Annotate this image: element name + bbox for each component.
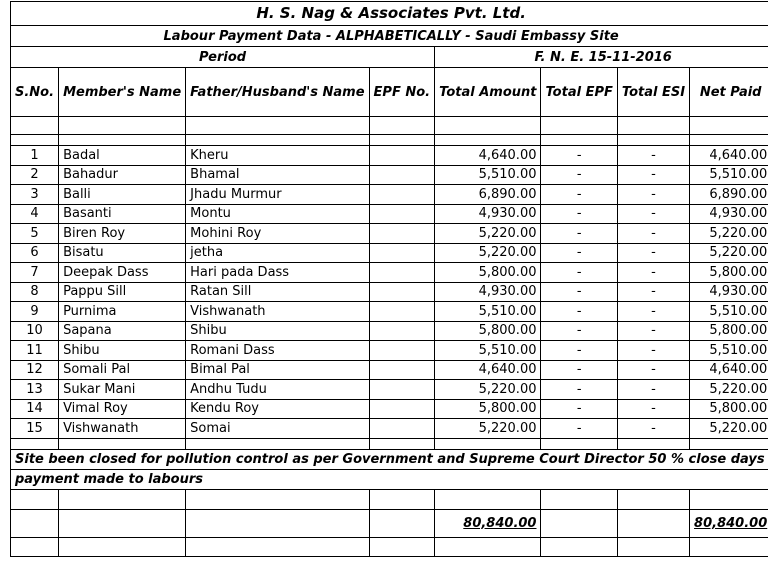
cell-member-name: Sapana: [59, 321, 186, 341]
cell-total-amount: 5,220.00: [435, 419, 541, 439]
cell-total-epf: -: [541, 380, 617, 400]
cell-epf-no: [369, 185, 435, 205]
cell-father-name: Hari pada Dass: [186, 263, 369, 283]
cell-total-amount: 5,510.00: [435, 341, 541, 361]
cell-net-paid: 5,220.00: [690, 243, 768, 263]
cell-total-epf: -: [541, 399, 617, 419]
cell-member-name: Basanti: [59, 204, 186, 224]
cell-father-name: Ratan Sill: [186, 282, 369, 302]
cell-epf-no: [369, 302, 435, 322]
cell-sno: 12: [11, 360, 59, 380]
table-row: [11, 380, 768, 400]
cell-total-amount: 5,220.00: [435, 243, 541, 263]
cell-net-paid: 5,220.00: [690, 419, 768, 439]
closure-note-line-1: Site been closed for pollution control as per Government and Supreme Court Director 50 % close days: [11, 449, 768, 469]
cell-total-amount: 5,800.00: [435, 321, 541, 341]
cell-member-name: Somali Pal: [59, 360, 186, 380]
cell-total-epf: -: [541, 263, 617, 283]
cell-father-name: Kheru: [186, 146, 369, 166]
table-row: [11, 146, 768, 166]
cell-total-amount: 4,640.00: [435, 360, 541, 380]
col-header-father: Father/Husband's Name: [186, 68, 369, 117]
cell-net-paid: 5,800.00: [690, 263, 768, 283]
cell-total-epf: -: [541, 360, 617, 380]
cell-net-paid: 5,800.00: [690, 321, 768, 341]
col-header-total-epf: Total EPF: [541, 68, 617, 117]
cell-total-epf: -: [541, 321, 617, 341]
cell-member-name: Shibu: [59, 341, 186, 361]
cell-epf-no: [369, 263, 435, 283]
table-row: [11, 165, 768, 185]
cell-total-amount: 5,800.00: [435, 263, 541, 283]
cell-sno: 5: [11, 224, 59, 244]
cell-total-epf: -: [541, 185, 617, 205]
cell-total-epf: -: [541, 146, 617, 166]
cell-net-paid: 5,220.00: [690, 224, 768, 244]
cell-total-epf: -: [541, 419, 617, 439]
cell-member-name: Balli: [59, 185, 186, 205]
spacer-row: [11, 135, 768, 146]
cell-epf-no: [369, 419, 435, 439]
cell-total-esi: -: [617, 419, 689, 439]
company-title: H. S. Nag & Associates Pvt. Ltd.: [11, 2, 768, 26]
cell-member-name: Bahadur: [59, 165, 186, 185]
cell-total-esi: -: [617, 146, 689, 166]
cell-net-paid: 4,640.00: [690, 360, 768, 380]
cell-member-name: Vishwanath: [59, 419, 186, 439]
cell-net-paid: 4,930.00: [690, 204, 768, 224]
cell-epf-no: [369, 282, 435, 302]
cell-sno: 2: [11, 165, 59, 185]
cell-epf-no: [369, 204, 435, 224]
cell-epf-no: [369, 399, 435, 419]
col-header-epf-no: EPF No.: [369, 68, 435, 117]
cell-epf-no: [369, 146, 435, 166]
cell-total-amount: 5,220.00: [435, 380, 541, 400]
cell-net-paid: 4,930.00: [690, 282, 768, 302]
cell-net-paid: 5,800.00: [690, 399, 768, 419]
period-value: F. N. E. 15-11-2016: [435, 47, 768, 68]
cell-total-amount: 4,930.00: [435, 204, 541, 224]
cell-father-name: Jhadu Murmur: [186, 185, 369, 205]
table-row: [11, 399, 768, 419]
cell-net-paid: 5,510.00: [690, 302, 768, 322]
table-row: [11, 321, 768, 341]
cell-member-name: Purnima: [59, 302, 186, 322]
cell-sno: 9: [11, 302, 59, 322]
cell-total-amount: 5,510.00: [435, 302, 541, 322]
cell-epf-no: [369, 243, 435, 263]
cell-member-name: Bisatu: [59, 243, 186, 263]
cell-member-name: Pappu Sill: [59, 282, 186, 302]
cell-member-name: Vimal Roy: [59, 399, 186, 419]
cell-epf-no: [369, 165, 435, 185]
cell-total-epf: -: [541, 243, 617, 263]
cell-sno: 4: [11, 204, 59, 224]
cell-father-name: Shibu: [186, 321, 369, 341]
table-row: [11, 419, 768, 439]
spacer-row: [11, 438, 768, 449]
table-row: [11, 282, 768, 302]
table-row: [11, 224, 768, 244]
table-row: [11, 302, 768, 322]
cell-sno: 11: [11, 341, 59, 361]
spacer-row: [11, 537, 768, 556]
cell-epf-no: [369, 224, 435, 244]
period-label: Period: [11, 47, 435, 68]
cell-father-name: Romani Dass: [186, 341, 369, 361]
col-header-sno: S.No.: [11, 68, 59, 117]
table-row: [11, 204, 768, 224]
cell-total-amount: 4,930.00: [435, 282, 541, 302]
cell-father-name: Somai: [186, 419, 369, 439]
cell-total-esi: -: [617, 399, 689, 419]
cell-total-amount: 5,510.00: [435, 165, 541, 185]
cell-total-epf: -: [541, 224, 617, 244]
cell-sno: 10: [11, 321, 59, 341]
cell-total-amount: 4,640.00: [435, 146, 541, 166]
col-header-total-esi: Total ESI: [617, 68, 689, 117]
cell-member-name: Sukar Mani: [59, 380, 186, 400]
cell-net-paid: 6,890.00: [690, 185, 768, 205]
table-row: [11, 243, 768, 263]
cell-total-epf: -: [541, 302, 617, 322]
cell-member-name: Badal: [59, 146, 186, 166]
cell-total-esi: -: [617, 224, 689, 244]
cell-epf-no: [369, 341, 435, 361]
col-header-member: Member's Name: [59, 68, 186, 117]
report-subtitle: Labour Payment Data - ALPHABETICALLY - Saudi Embassy Site: [11, 26, 768, 47]
table-row: [11, 360, 768, 380]
col-header-net-paid: Net Paid: [690, 68, 768, 117]
cell-father-name: jetha: [186, 243, 369, 263]
cell-net-paid: 5,510.00: [690, 341, 768, 361]
cell-father-name: Montu: [186, 204, 369, 224]
cell-total-esi: -: [617, 341, 689, 361]
cell-net-paid: 5,510.00: [690, 165, 768, 185]
cell-member-name: Biren Roy: [59, 224, 186, 244]
cell-father-name: Bhamal: [186, 165, 369, 185]
spacer-row: [11, 489, 768, 509]
cell-epf-no: [369, 321, 435, 341]
cell-father-name: Mohini Roy: [186, 224, 369, 244]
cell-total-epf: -: [541, 204, 617, 224]
cell-total-amount: 5,800.00: [435, 399, 541, 419]
totals-row: [11, 509, 768, 537]
cell-total-esi: -: [617, 263, 689, 283]
cell-total-esi: -: [617, 321, 689, 341]
column-header-row: [11, 68, 768, 117]
cell-total-amount: 5,220.00: [435, 224, 541, 244]
cell-total-esi: -: [617, 302, 689, 322]
cell-sno: 3: [11, 185, 59, 205]
cell-sno: 8: [11, 282, 59, 302]
cell-father-name: Vishwanath: [186, 302, 369, 322]
closure-note-line-2: payment made to labours: [11, 469, 768, 489]
col-header-total-amount: Total Amount: [435, 68, 541, 117]
grand-total-net-paid: 80,840.00: [690, 509, 768, 537]
table-row: [11, 263, 768, 283]
table-row: [11, 185, 768, 205]
cell-epf-no: [369, 380, 435, 400]
cell-sno: 13: [11, 380, 59, 400]
cell-sno: 14: [11, 399, 59, 419]
cell-sno: 1: [11, 146, 59, 166]
spacer-row: [11, 117, 768, 135]
cell-total-epf: -: [541, 165, 617, 185]
cell-total-esi: -: [617, 360, 689, 380]
table-row: [11, 341, 768, 361]
cell-total-esi: -: [617, 380, 689, 400]
cell-total-esi: -: [617, 185, 689, 205]
cell-father-name: Kendu Roy: [186, 399, 369, 419]
cell-total-esi: -: [617, 282, 689, 302]
cell-father-name: Bimal Pal: [186, 360, 369, 380]
cell-net-paid: 5,220.00: [690, 380, 768, 400]
cell-net-paid: 4,640.00: [690, 146, 768, 166]
cell-total-epf: -: [541, 282, 617, 302]
cell-total-amount: 6,890.00: [435, 185, 541, 205]
payment-rows: [11, 146, 768, 439]
cell-total-esi: -: [617, 243, 689, 263]
cell-total-esi: -: [617, 204, 689, 224]
cell-total-esi: -: [617, 165, 689, 185]
cell-sno: 15: [11, 419, 59, 439]
cell-member-name: Deepak Dass: [59, 263, 186, 283]
labour-payment-sheet: [10, 1, 768, 557]
cell-epf-no: [369, 360, 435, 380]
cell-father-name: Andhu Tudu: [186, 380, 369, 400]
cell-sno: 7: [11, 263, 59, 283]
cell-sno: 6: [11, 243, 59, 263]
grand-total-amount: 80,840.00: [435, 509, 541, 537]
cell-total-epf: -: [541, 341, 617, 361]
